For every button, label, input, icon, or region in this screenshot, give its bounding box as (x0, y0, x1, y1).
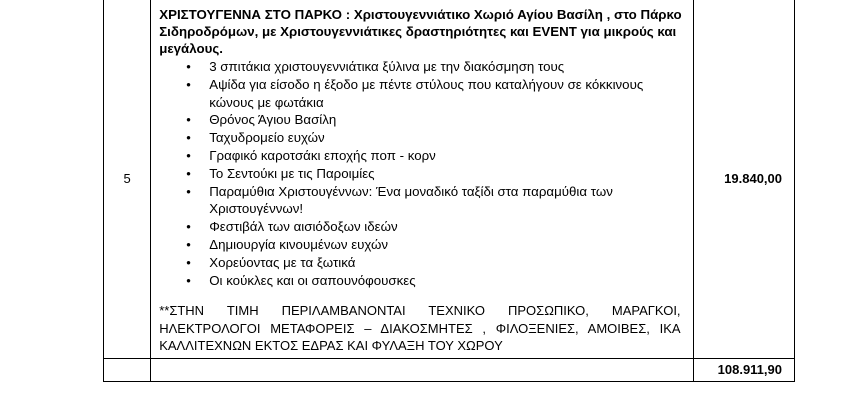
budget-table (103, 0, 795, 382)
list-item-text: Χορεύοντας με τα ξωτικά (209, 254, 356, 270)
empty-cell (104, 358, 151, 381)
list-item-text: Ταχυδρομείο ευχών (209, 130, 325, 146)
list-item (159, 236, 686, 254)
list-item (159, 218, 686, 236)
list-item (159, 111, 686, 129)
list-item-text: Θρόνος Άγιου Βασίλη (209, 112, 337, 128)
total-row (104, 358, 795, 381)
list-item (159, 165, 686, 183)
list-item (159, 254, 686, 272)
bullet-icon: • (186, 76, 191, 92)
list-item-text: Αψίδα για είσοδο η έξοδο με πέντε στύλους που καταλήγουν σε κόκκινους κώνους με φωτάκια (209, 76, 644, 110)
list-item (159, 183, 686, 219)
list-item (159, 58, 686, 76)
list-item-text: Το Σεντούκι με τις Παροιμίες (209, 165, 375, 181)
bullet-icon: • (186, 147, 191, 163)
list-item-text: 3 σπιτάκια χριστουγεννιάτικα ξύλινα με την διακόσμηση τους (209, 59, 565, 74)
grand-total: 108.911,90 (693, 358, 794, 381)
bullet-icon: • (186, 219, 191, 235)
description-cell (151, 0, 693, 358)
bullet-icon: • (186, 59, 191, 74)
item-title: ΧΡΙΣΤΟΥΓΕΝΝΑ ΣΤΟ ΠΑΡΚΟ : Χριστουγεννιάτικο Χωριό Αγίου Βασίλη , στο Πάρκο Σιδηροδρόμων, με Χριστουγεννιάτικες δραστηριότητες και EVENT για μικρούς και μεγάλους. (159, 7, 682, 56)
list-item (159, 272, 686, 290)
bullet-icon: • (186, 272, 191, 288)
list-item-text: Δημιουργία κινουμένων ευχών (209, 236, 389, 252)
activity-list (159, 58, 686, 289)
empty-cell (151, 358, 693, 381)
bullet-icon: • (186, 254, 191, 270)
bullet-icon: • (186, 165, 191, 181)
bullet-icon: • (186, 130, 191, 146)
list-item-text: Φεστιβάλ των αισιόδοξων ιδεών (209, 219, 398, 235)
bullet-icon: • (186, 236, 191, 252)
table-row (104, 0, 795, 358)
list-item (159, 147, 686, 165)
price-note: **ΣΤΗΝ ΤΙΜΗ ΠΕΡΙΛΑΜΒΑΝΟΝΤΑΙ ΤΕΧΝΙΚΟ ΠΡΟΣΩΠΙΚΟ, ΜΑΡΑΓΚΟΙ, ΗΛΕΚΤΡΟΛΟΓΟΙ ΜΕΤΑΦΟΡΕΙΣ – ΔΙΑΚΟΣΜΗΤΕΣ , ΦΙΛΟΞΕΝΙΕΣ, ΑΜΟΙΒΕΣ, ΙΚΑ ΚΑΛΛΙΤΕΧΝΩΝ ΕΚΤΟΣ ΕΔΡΑΣ ΚΑΙ ΦΥΛΑΞΗ ΤΟΥ ΧΩΡΟΥ (159, 303, 681, 354)
list-item (159, 76, 686, 112)
bullet-icon: • (186, 183, 191, 199)
list-item-text: Παραμύθια Χριστουγέννων: Ένα μοναδικό ταξίδι στα παραμύθια των Χριστουγέννων! (209, 183, 613, 217)
list-item-text: Γραφικό καροτσάκι εποχής ποπ - κορν (209, 147, 436, 163)
list-item-text: Οι κούκλες και οι σαπουνόφουσκες (209, 272, 416, 288)
row-price: 19.840,00 (693, 0, 794, 358)
bullet-icon: • (186, 112, 191, 128)
row-number: 5 (104, 0, 151, 358)
list-item (159, 129, 686, 147)
